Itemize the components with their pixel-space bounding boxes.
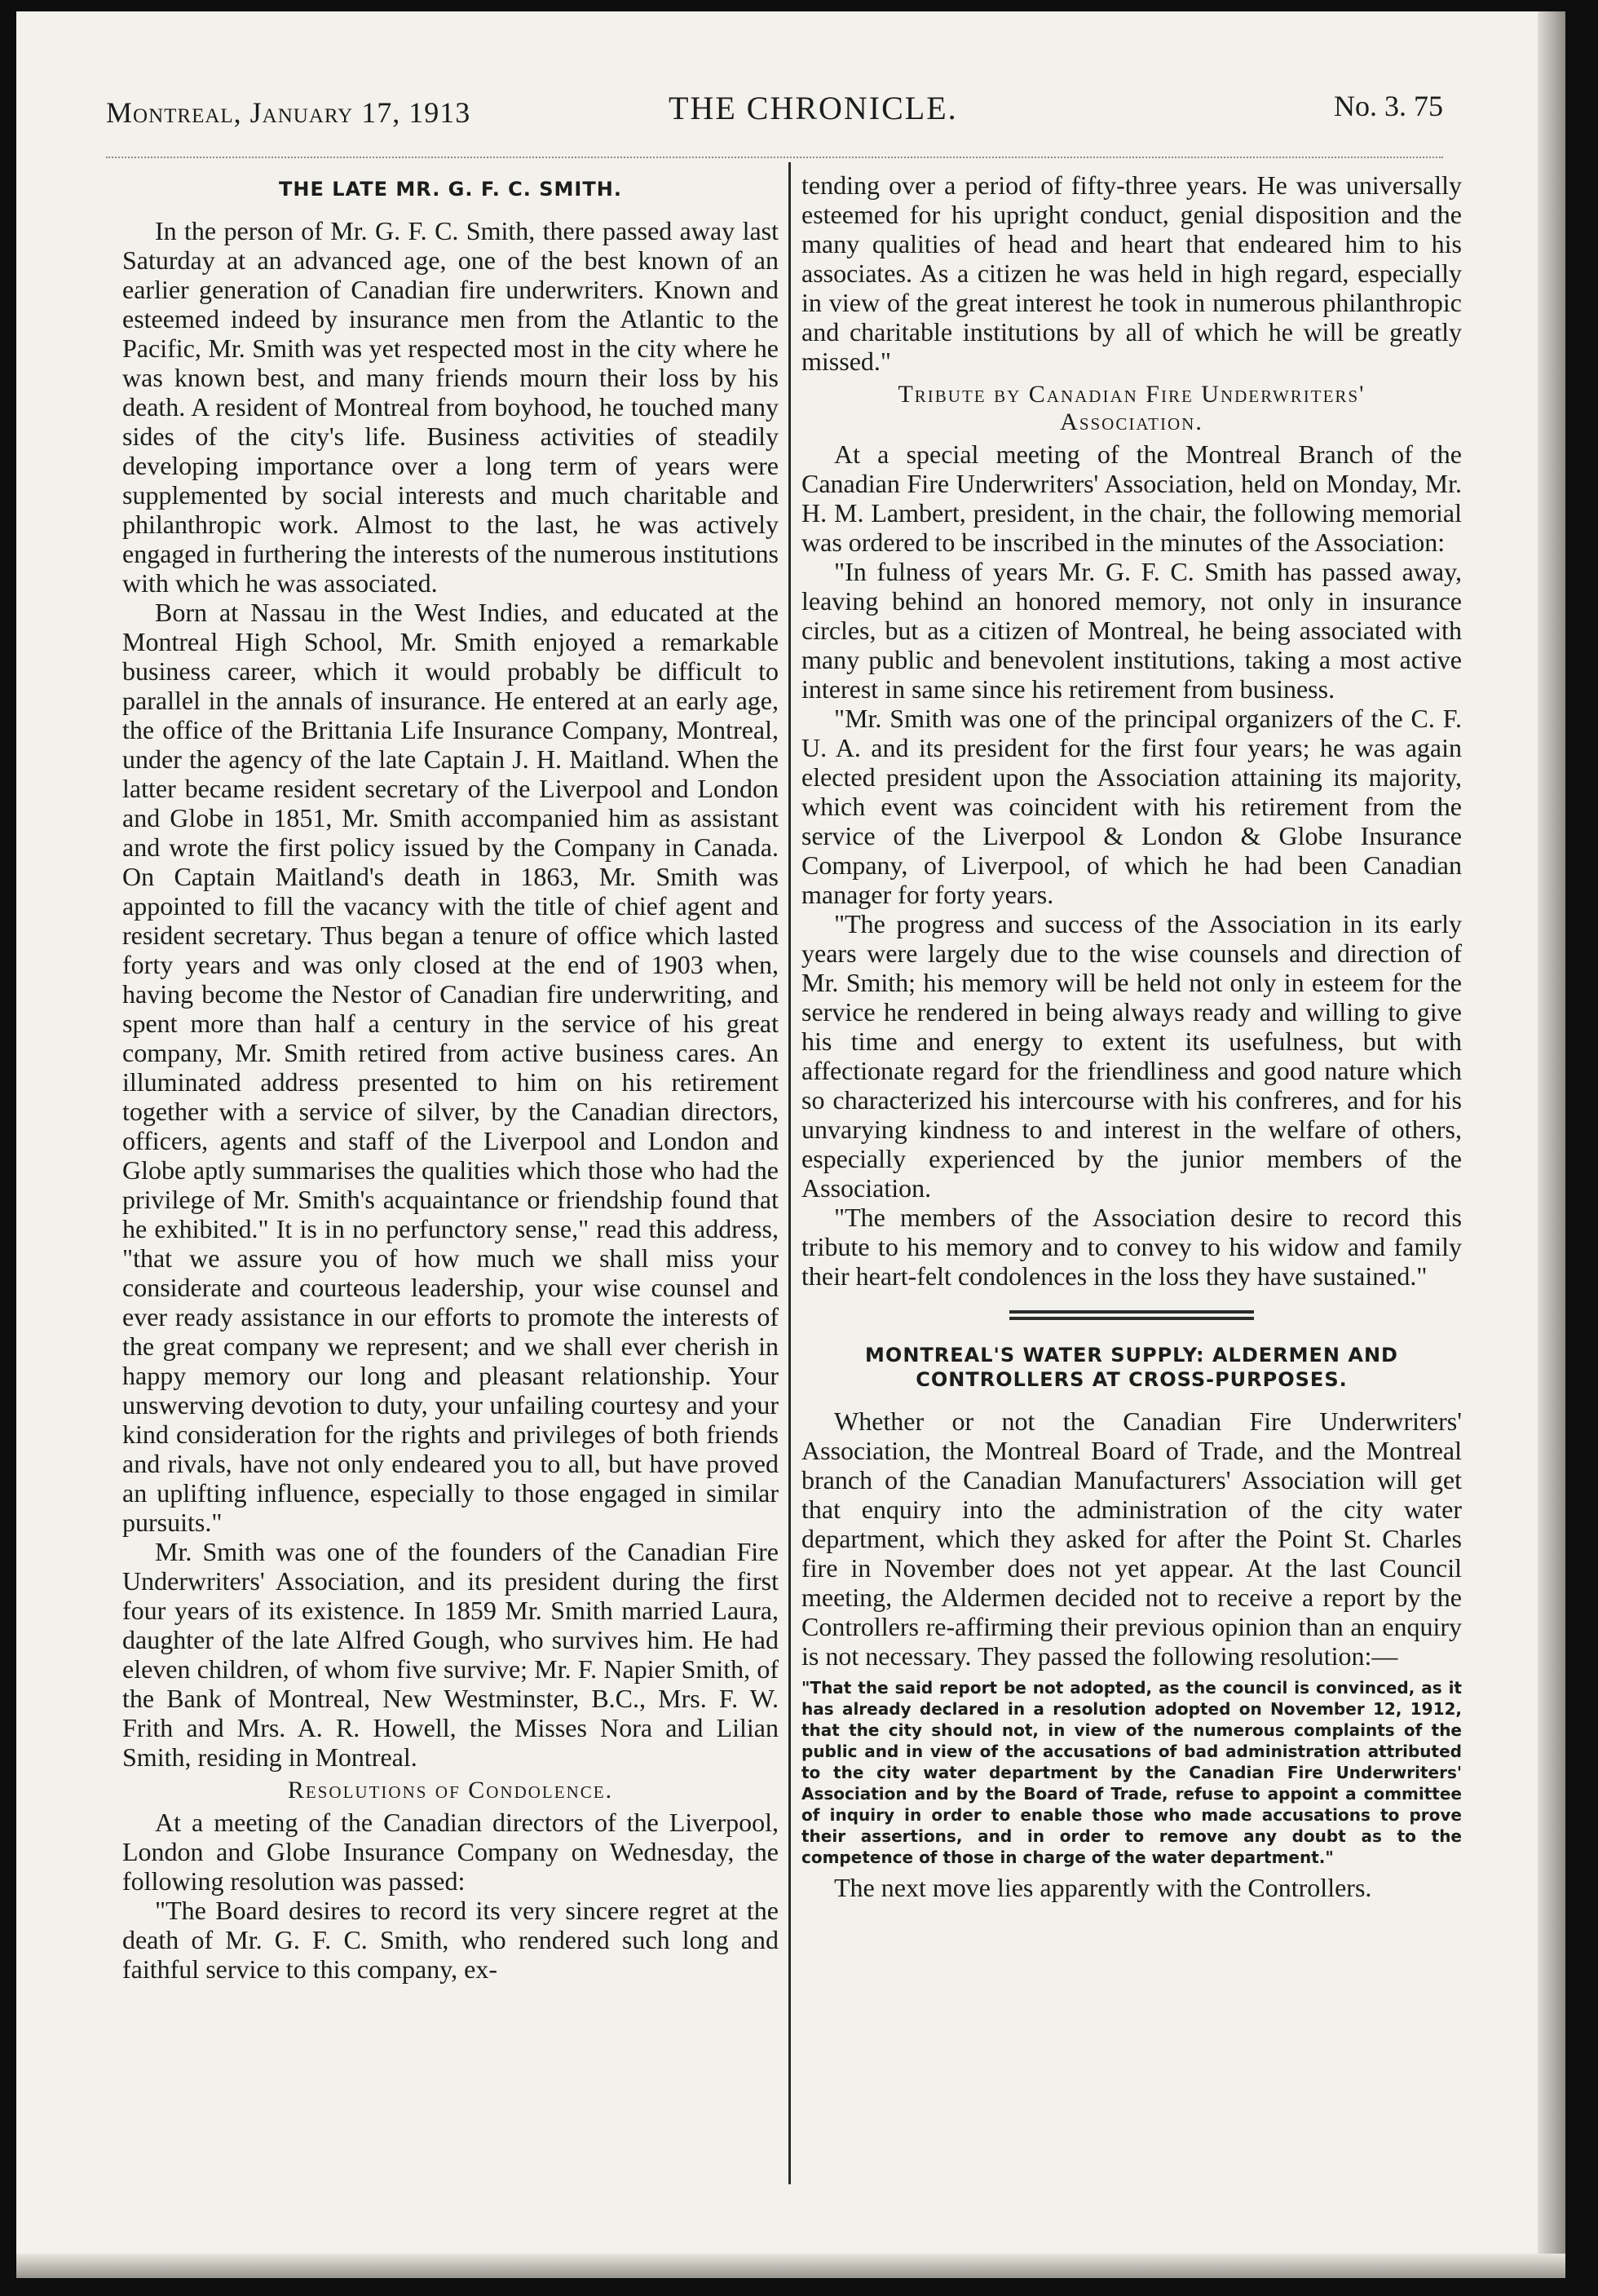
paragraph: Born at Nassau in the West Indies, and educated at the Montreal High School, Mr. Smith enjoyed a remarkable business career, which it would probably be difficult to parallel in the annals of insurance. He entered at an early age, the office of the Brittania Life Insurance Company, Montreal, under the agency of the late Captain J. H. Maitland. When the latter became resident secretary of the Liverpool and London and Globe in 1851, Mr. Smith accompanied him as assistant and wrote the first policy issued by the Company in Canada. On Captain Maitland's death in 1863, Mr. Smith was appointed to fill the vacancy with the title of chief agent and resident secretary. Thus began a tenure of office which lasted forty years and was only closed at the end of 1903 when, having become the Nestor of Canadian fire underwriting, and spent more than half a century in the service of his great company, Mr. Smith retired from active business cares. An illuminated address presented to him on his retirement together with a service of silver, by the Canadian directors, officers, agents and staff of the Liverpool and London and Globe aptly summarises the qualities which those who had the privilege of Mr. Smith's acquaintance or friendship found that he exhibited." It is in no perfunctory sense," read this address, "that we assure you of how much we shall miss your considerate and courteous leadership, your wise counsel and ever ready assistance in our efforts to promote the interests of the great company we represent; and we shall ever cherish in happy memory our long and pleasant relationship. Your unswerving devotion to duty, your unfailing courtesy and your kind consideration for the rights and privileges of both friends and rivals, have not only endeared you to all, but have proved an uplifting influence, especially to those engaged in similar pursuits." <box>122 598 779 1537</box>
header-date: Montreal, January 17, 1913 <box>106 96 471 129</box>
paragraph: "The members of the Association desire to record this tribute to his memory and to convey to his widow and family their heart-felt condolences in the loss they have sustained." <box>801 1203 1462 1291</box>
paragraph: "In fulness of years Mr. G. F. C. Smith has passed away, leaving behind an honored memory, not only in insurance circles, but as a citizen of Montreal, he being associated with many public and benevolent institutions, taking a most active interest in same since his retirement from business. <box>801 557 1462 704</box>
running-header <box>106 89 1443 138</box>
left-column <box>122 170 779 1984</box>
column-divider <box>788 162 791 2184</box>
paragraph: At a special meeting of the Montreal Branch of the Canadian Fire Underwriters' Association, held on Monday, Mr. H. M. Lambert, president, in the chair, the following memorial was ordered to be inscribed in the minutes of the Association: <box>801 439 1462 557</box>
title-line: MONTREAL'S WATER SUPPLY: ALDERMEN AND <box>865 1344 1398 1367</box>
subhead-line: Tribute by Canadian Fire Underwriters' <box>898 381 1366 408</box>
subhead-line: Association. <box>1060 408 1203 435</box>
paragraph: Whether or not the Canadian Fire Underwriters' Association, the Montreal Board of Trade, and the Montreal branch of the Canadian Manufacturers' Association will get that enquiry into the administration of the city water department, which they asked for after the Point St. Charles fire in November does not yet appear. At the last Council meeting, the Aldermen decided not to receive a report by the Controllers re-affirming their previous opinion than an enquiry is not necessary. They passed the following resolution:— <box>801 1406 1462 1671</box>
header-rule <box>106 157 1443 158</box>
section-subhead: Resolutions of Condolence. <box>287 1777 614 1804</box>
separator-line <box>1009 1317 1254 1320</box>
title-line: CONTROLLERS AT CROSS-PURPOSES. <box>916 1368 1348 1391</box>
paragraph: "Mr. Smith was one of the principal organizers of the C. F. U. A. and its president for the first four years; he was again elected president upon the Association attaining its majority, which event was coincident with his retirement from the service of the Liverpool & London & Globe Insurance Company, of Liverpool, of which he had been Canadian manager for forty years. <box>801 704 1462 909</box>
paragraph: At a meeting of the Canadian directors of the Liverpool, London and Globe Insurance Company on Wednesday, the following resolution was passed: <box>122 1808 779 1896</box>
right-column <box>801 170 1462 1902</box>
page-edge-bottom <box>16 2254 1565 2278</box>
paragraph-continued: tending over a period of fifty-three years. He was universally esteemed for his upright conduct, genial disposition and the many qualities of head and heart that endeared him to his associates. As a citizen he was held in high regard, especially in view of the great interest he took in numerous philanthropic and charitable institutions by all of which he will be greatly missed." <box>801 170 1462 376</box>
section-subhead <box>801 381 1462 436</box>
separator-line <box>1009 1310 1254 1314</box>
newspaper-page <box>16 11 1565 2278</box>
article-title: THE LATE MR. G. F. C. SMITH. <box>279 178 622 201</box>
paragraph: "The Board desires to record its very sincere regret at the death of Mr. G. F. C. Smith, who rendered such long and faithful service to this company, ex- <box>122 1896 779 1984</box>
paragraph: The next move lies apparently with the Controllers. <box>834 1873 1372 1902</box>
header-publication-title: THE CHRONICLE. <box>669 90 958 126</box>
section-separator <box>1009 1310 1254 1320</box>
header-issue-page: No. 3. 75 <box>1334 90 1443 122</box>
page-edge-right <box>1538 11 1565 2278</box>
article-title <box>801 1343 1462 1392</box>
paragraph: Mr. Smith was one of the founders of the Canadian Fire Underwriters' Association, and its president during the first four years of its existence. In 1859 Mr. Smith married Laura, daughter of the late Alfred Gough, who survives him. He had eleven children, of whom five survive; Mr. F. Napier Smith, of the Bank of Montreal, New Westminster, B.C., Mrs. F. W. Frith and Mrs. A. R. Howell, the Misses Nora and Lilian Smith, residing in Montreal. <box>122 1537 779 1772</box>
resolution-quote: "That the said report be not adopted, as the council is convinced, as it has already declared in a resolution adopted on November 12, 1912, that the city should not, in view of the numerous complaints of the public and in view of the accusations of bad administration attributed to the city water department by the Canadian Fire Underwriters' Association and by the Board of Trade, refuse to appoint a committee of inquiry in order to enable those who made accusations to prove their assertions, and in order to remove any doubt as to the competence of those in charge of the water department." <box>801 1678 1462 1867</box>
paragraph: "The progress and success of the Association in its early years were largely due to the wise counsels and direction of Mr. Smith; his memory will be held not only in esteem for the service he rendered in being always ready and willing to give his time and energy to extent its usefulness, but with affectionate regard for the friendliness and good nature which so characterized his intercourse with his confreres, and for his unvarying kindness to and interest in the welfare of others, especially experienced by the junior members of the Association. <box>801 909 1462 1203</box>
paragraph: In the person of Mr. G. F. C. Smith, there passed away last Saturday at an advanced age, one of the best known of an earlier generation of Canadian fire underwriters. Known and esteemed indeed by insurance men from the Atlantic to the Pacific, Mr. Smith was yet respected most in the city where he was known best, and many friends mourn their loss by his death. A resident of Montreal from boyhood, he touched many sides of the city's life. Business activities of steadily developing importance over a long term of years were supplemented by social interests and much charitable and philanthropic work. Almost to the last, he was actively engaged in furthering the interests of the numerous institutions with which he was associated. <box>122 216 779 598</box>
